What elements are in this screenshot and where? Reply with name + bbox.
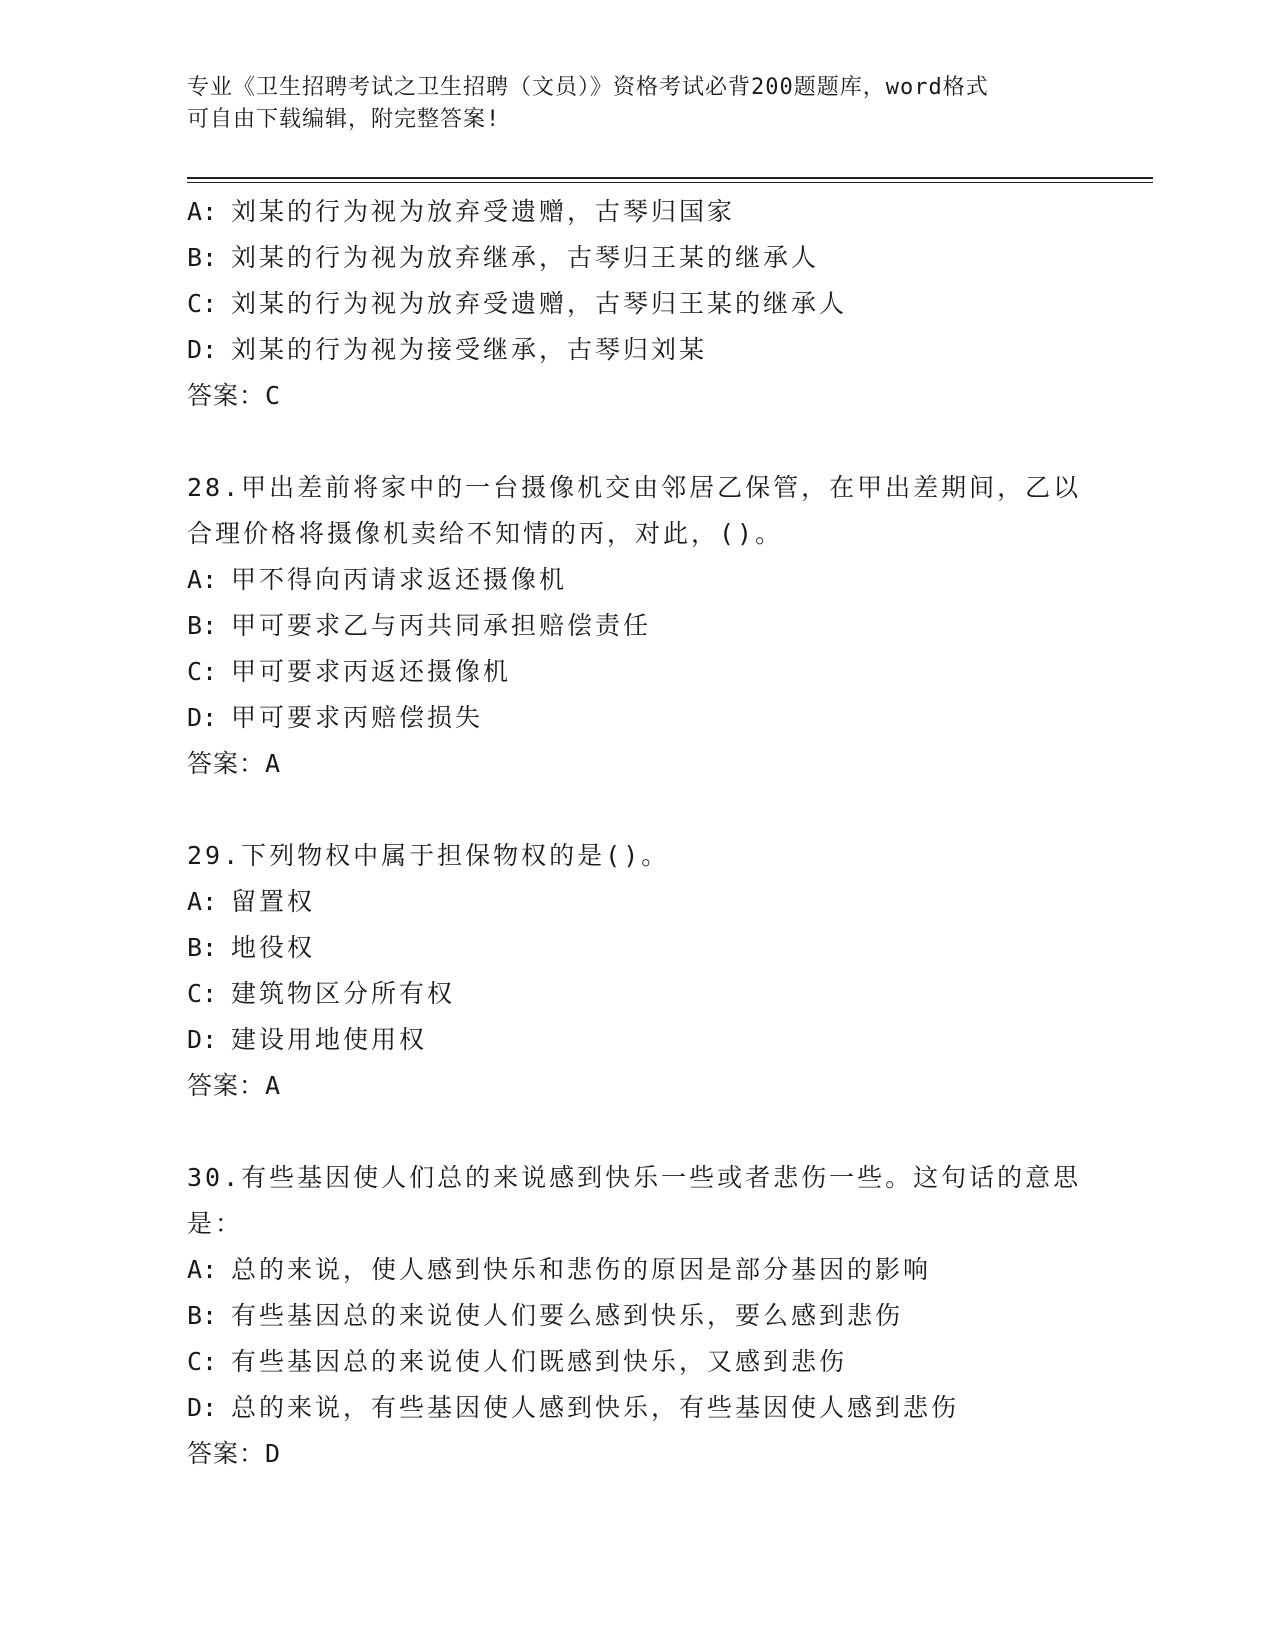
answer-line: 答案：C xyxy=(187,381,282,410)
option-a: A: 总的来说，使人感到快乐和悲伤的原因是部分基因的影响 xyxy=(187,1255,932,1284)
question-text: 28.甲出差前将家中的一台摄像机交由邻居乙保管，在甲出差期间，乙以合理价格将摄像机卖给不知情的丙，对此，()。 xyxy=(187,473,1082,548)
answer-line: 答案：A xyxy=(187,1071,282,1100)
document-header xyxy=(187,72,1067,136)
header-rule-thin xyxy=(187,182,1153,183)
option-b: B: 有些基因总的来说使人们要么感到快乐，要么感到悲伤 xyxy=(187,1301,904,1330)
question-text: 29.下列物权中属于担保物权的是()。 xyxy=(187,841,670,870)
option-d: D: 建设用地使用权 xyxy=(187,1025,428,1054)
option-a: A: 留置权 xyxy=(187,887,316,916)
option-b: B: 甲可要求乙与丙共同承担赔偿责任 xyxy=(187,611,652,640)
option-d: D: 刘某的行为视为接受继承，古琴归刘某 xyxy=(187,335,708,364)
option-a: A: 甲不得向丙请求返还摄像机 xyxy=(187,565,568,594)
question-text: 30.有些基因使人们总的来说感到快乐一些或者悲伤一些。这句话的意思是： xyxy=(187,1163,1082,1238)
option-c: C: 建筑物区分所有权 xyxy=(187,979,456,1008)
option-c: C: 有些基因总的来说使人们既感到快乐，又感到悲伤 xyxy=(187,1347,848,1376)
question-list xyxy=(187,189,1087,1477)
header-line-1: 专业《卫生招聘考试之卫生招聘（文员）》资格考试必背200题题库，word格式 xyxy=(187,75,989,100)
question-block xyxy=(187,189,1087,419)
answer-line: 答案：D xyxy=(187,1439,282,1468)
question-block xyxy=(187,833,1087,1109)
header-rule-thick xyxy=(187,177,1153,179)
option-b: B: 刘某的行为视为放弃继承，古琴归王某的继承人 xyxy=(187,243,820,272)
answer-line: 答案：A xyxy=(187,749,282,778)
option-d: D: 甲可要求丙赔偿损失 xyxy=(187,703,484,732)
question-block xyxy=(187,465,1087,787)
option-c: C: 刘某的行为视为放弃受遗赠，古琴归王某的继承人 xyxy=(187,289,848,318)
option-b: B: 地役权 xyxy=(187,933,316,962)
question-block xyxy=(187,1155,1087,1477)
option-a: A: 刘某的行为视为放弃受遗赠，古琴归国家 xyxy=(187,197,736,226)
header-line-2: 可自由下载编辑，附完整答案! xyxy=(187,107,501,132)
option-c: C: 甲可要求丙返还摄像机 xyxy=(187,657,512,686)
option-d: D: 总的来说，有些基因使人感到快乐，有些基因使人感到悲伤 xyxy=(187,1393,960,1422)
